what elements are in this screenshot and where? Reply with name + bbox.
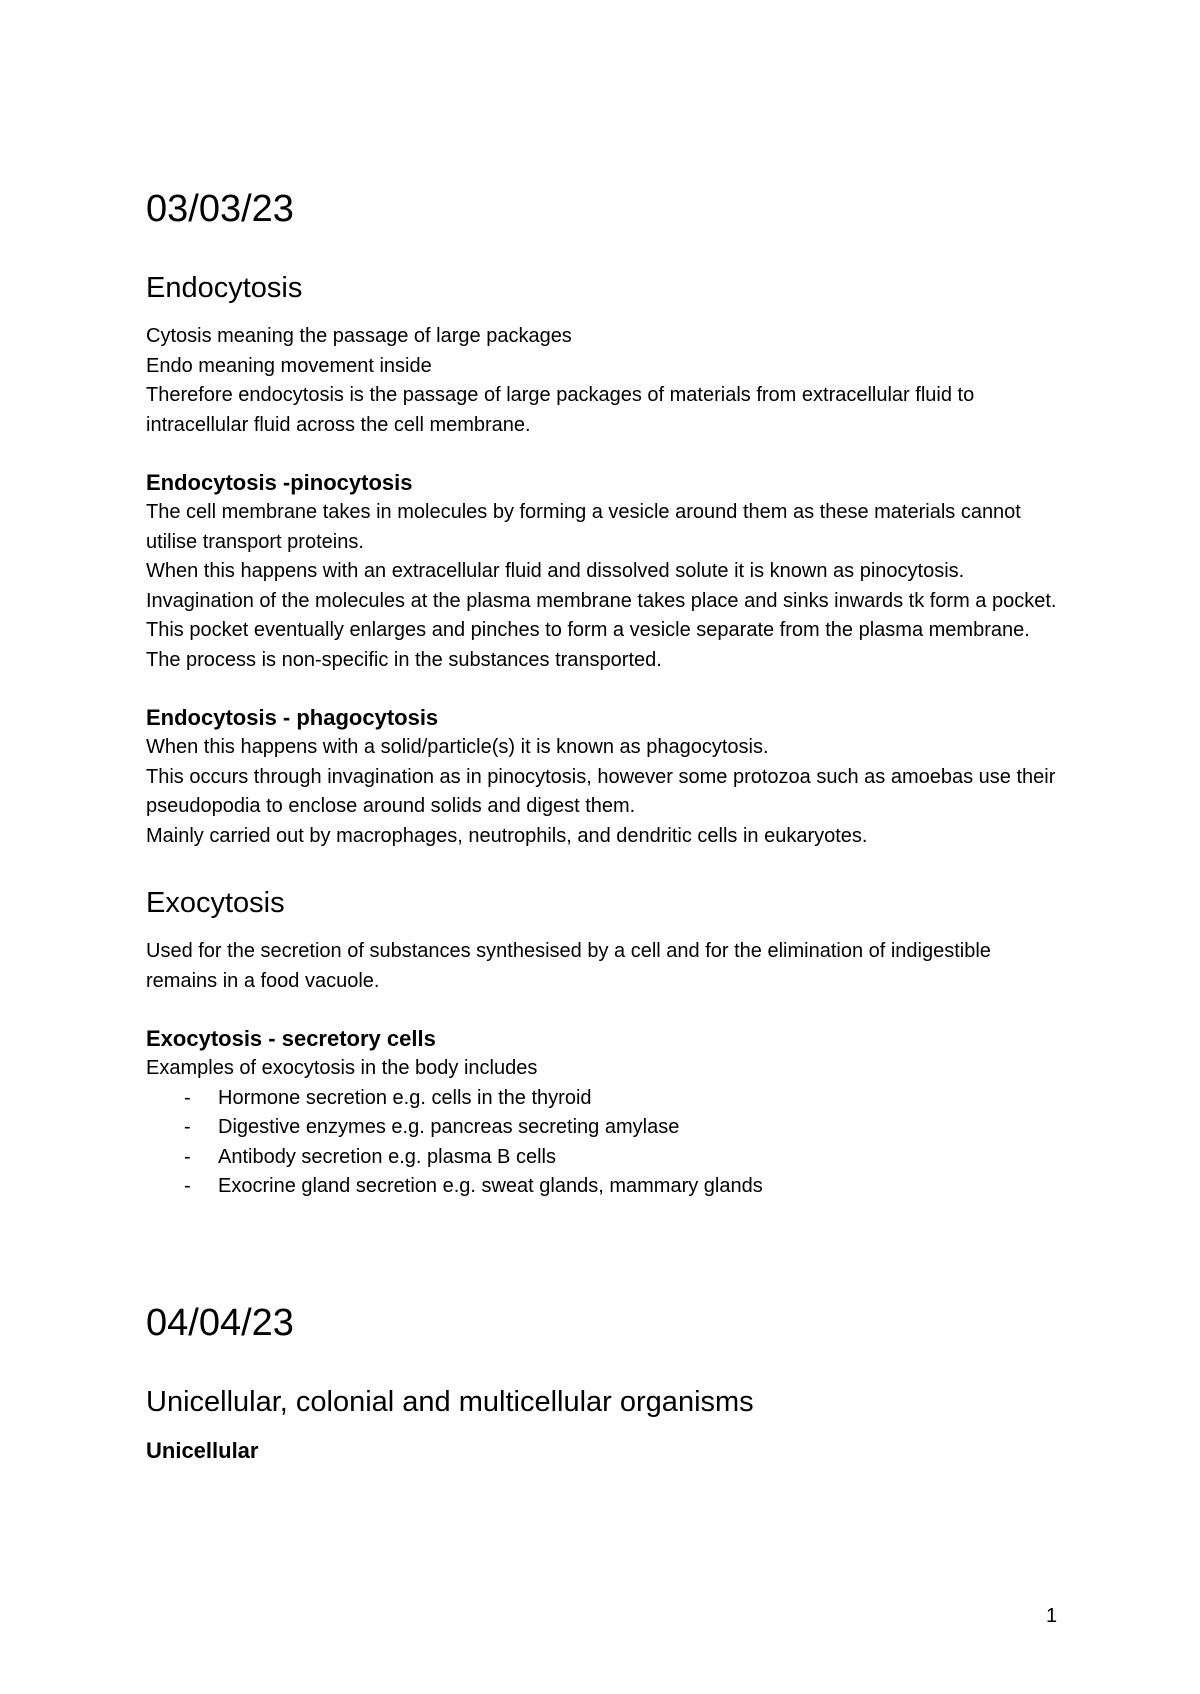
heading-pinocytosis: Endocytosis -pinocytosis (146, 470, 413, 495)
date-heading-1: 03/03/23 (146, 188, 294, 230)
paragraph: The process is non-specific in the substances transported. (146, 648, 662, 671)
dash-bullet: - (184, 1145, 191, 1168)
list-item-text: Digestive enzymes e.g. pancreas secreting amylase (218, 1116, 680, 1138)
secretory-body (146, 1054, 1066, 1202)
heading-endocytosis: Endocytosis (146, 272, 303, 304)
list-item (146, 1084, 1066, 1114)
dash-bullet: - (184, 1086, 191, 1109)
heading-phagocytosis: Endocytosis - phagocytosis (146, 705, 439, 730)
list-item (146, 1143, 1066, 1173)
paragraph: When this happens with an extracellular fluid and dissolved solute it is known as pinocytosis. (146, 560, 965, 582)
endocytosis-body (146, 322, 1066, 440)
document-content (146, 186, 1066, 1466)
paragraph: Invagination of the molecules at the plasma membrane takes place and sinks inwards tk form a pocket. This pocket eventually enlarges and pinches to form a vesicle separate from the plasma membrane. (146, 589, 1057, 641)
paragraph: Cytosis meaning the passage of large packages (146, 325, 572, 347)
phagocytosis-body (146, 733, 1066, 851)
page-number: 1 (1046, 1605, 1058, 1627)
paragraph: Therefore endocytosis is the passage of large packages of materials from extracellular fluid to intracellular fluid across the cell membrane. (146, 384, 975, 436)
list-item-text: Hormone secretion e.g. cells in the thyroid (218, 1086, 592, 1109)
paragraph: Used for the secretion of substances synthesised by a cell and for the elimination of indigestible remains in a food vacuole. (146, 940, 991, 992)
pinocytosis-body (146, 498, 1066, 675)
dash-bullet: - (184, 1175, 191, 1197)
examples-list (146, 1084, 1066, 1202)
heading-unicellular: Unicellular (146, 1437, 259, 1463)
heading-secretory-cells: Exocytosis - secretory cells (146, 1026, 436, 1051)
list-item-text: Exocrine gland secretion e.g. sweat glands, mammary glands (218, 1175, 763, 1197)
date-heading-2: 04/04/23 (146, 1301, 294, 1344)
heading-organisms: Unicellular, colonial and multicellular organisms (146, 1385, 754, 1418)
paragraph: This occurs through invagination as in pinocytosis, however some protozoa such as amoebas use their pseudopodia to enclose around solids and digest them. (146, 765, 1056, 817)
list-item (146, 1113, 1066, 1143)
paragraph: Mainly carried out by macrophages, neutrophils, and dendritic cells in eukaryotes. (146, 824, 868, 847)
heading-exocytosis: Exocytosis (146, 887, 285, 919)
paragraph: Endo meaning movement inside (146, 354, 432, 377)
list-item (146, 1172, 1066, 1202)
paragraph: Examples of exocytosis in the body includes (146, 1057, 538, 1079)
list-item-text: Antibody secretion e.g. plasma B cells (218, 1145, 556, 1168)
dash-bullet: - (184, 1116, 191, 1138)
exocytosis-body (146, 937, 1066, 996)
paragraph: The cell membrane takes in molecules by forming a vesicle around them as these materials cannot utilise transport proteins. (146, 501, 1021, 553)
paragraph: When this happens with a solid/particle(s) it is known as phagocytosis. (146, 736, 769, 758)
